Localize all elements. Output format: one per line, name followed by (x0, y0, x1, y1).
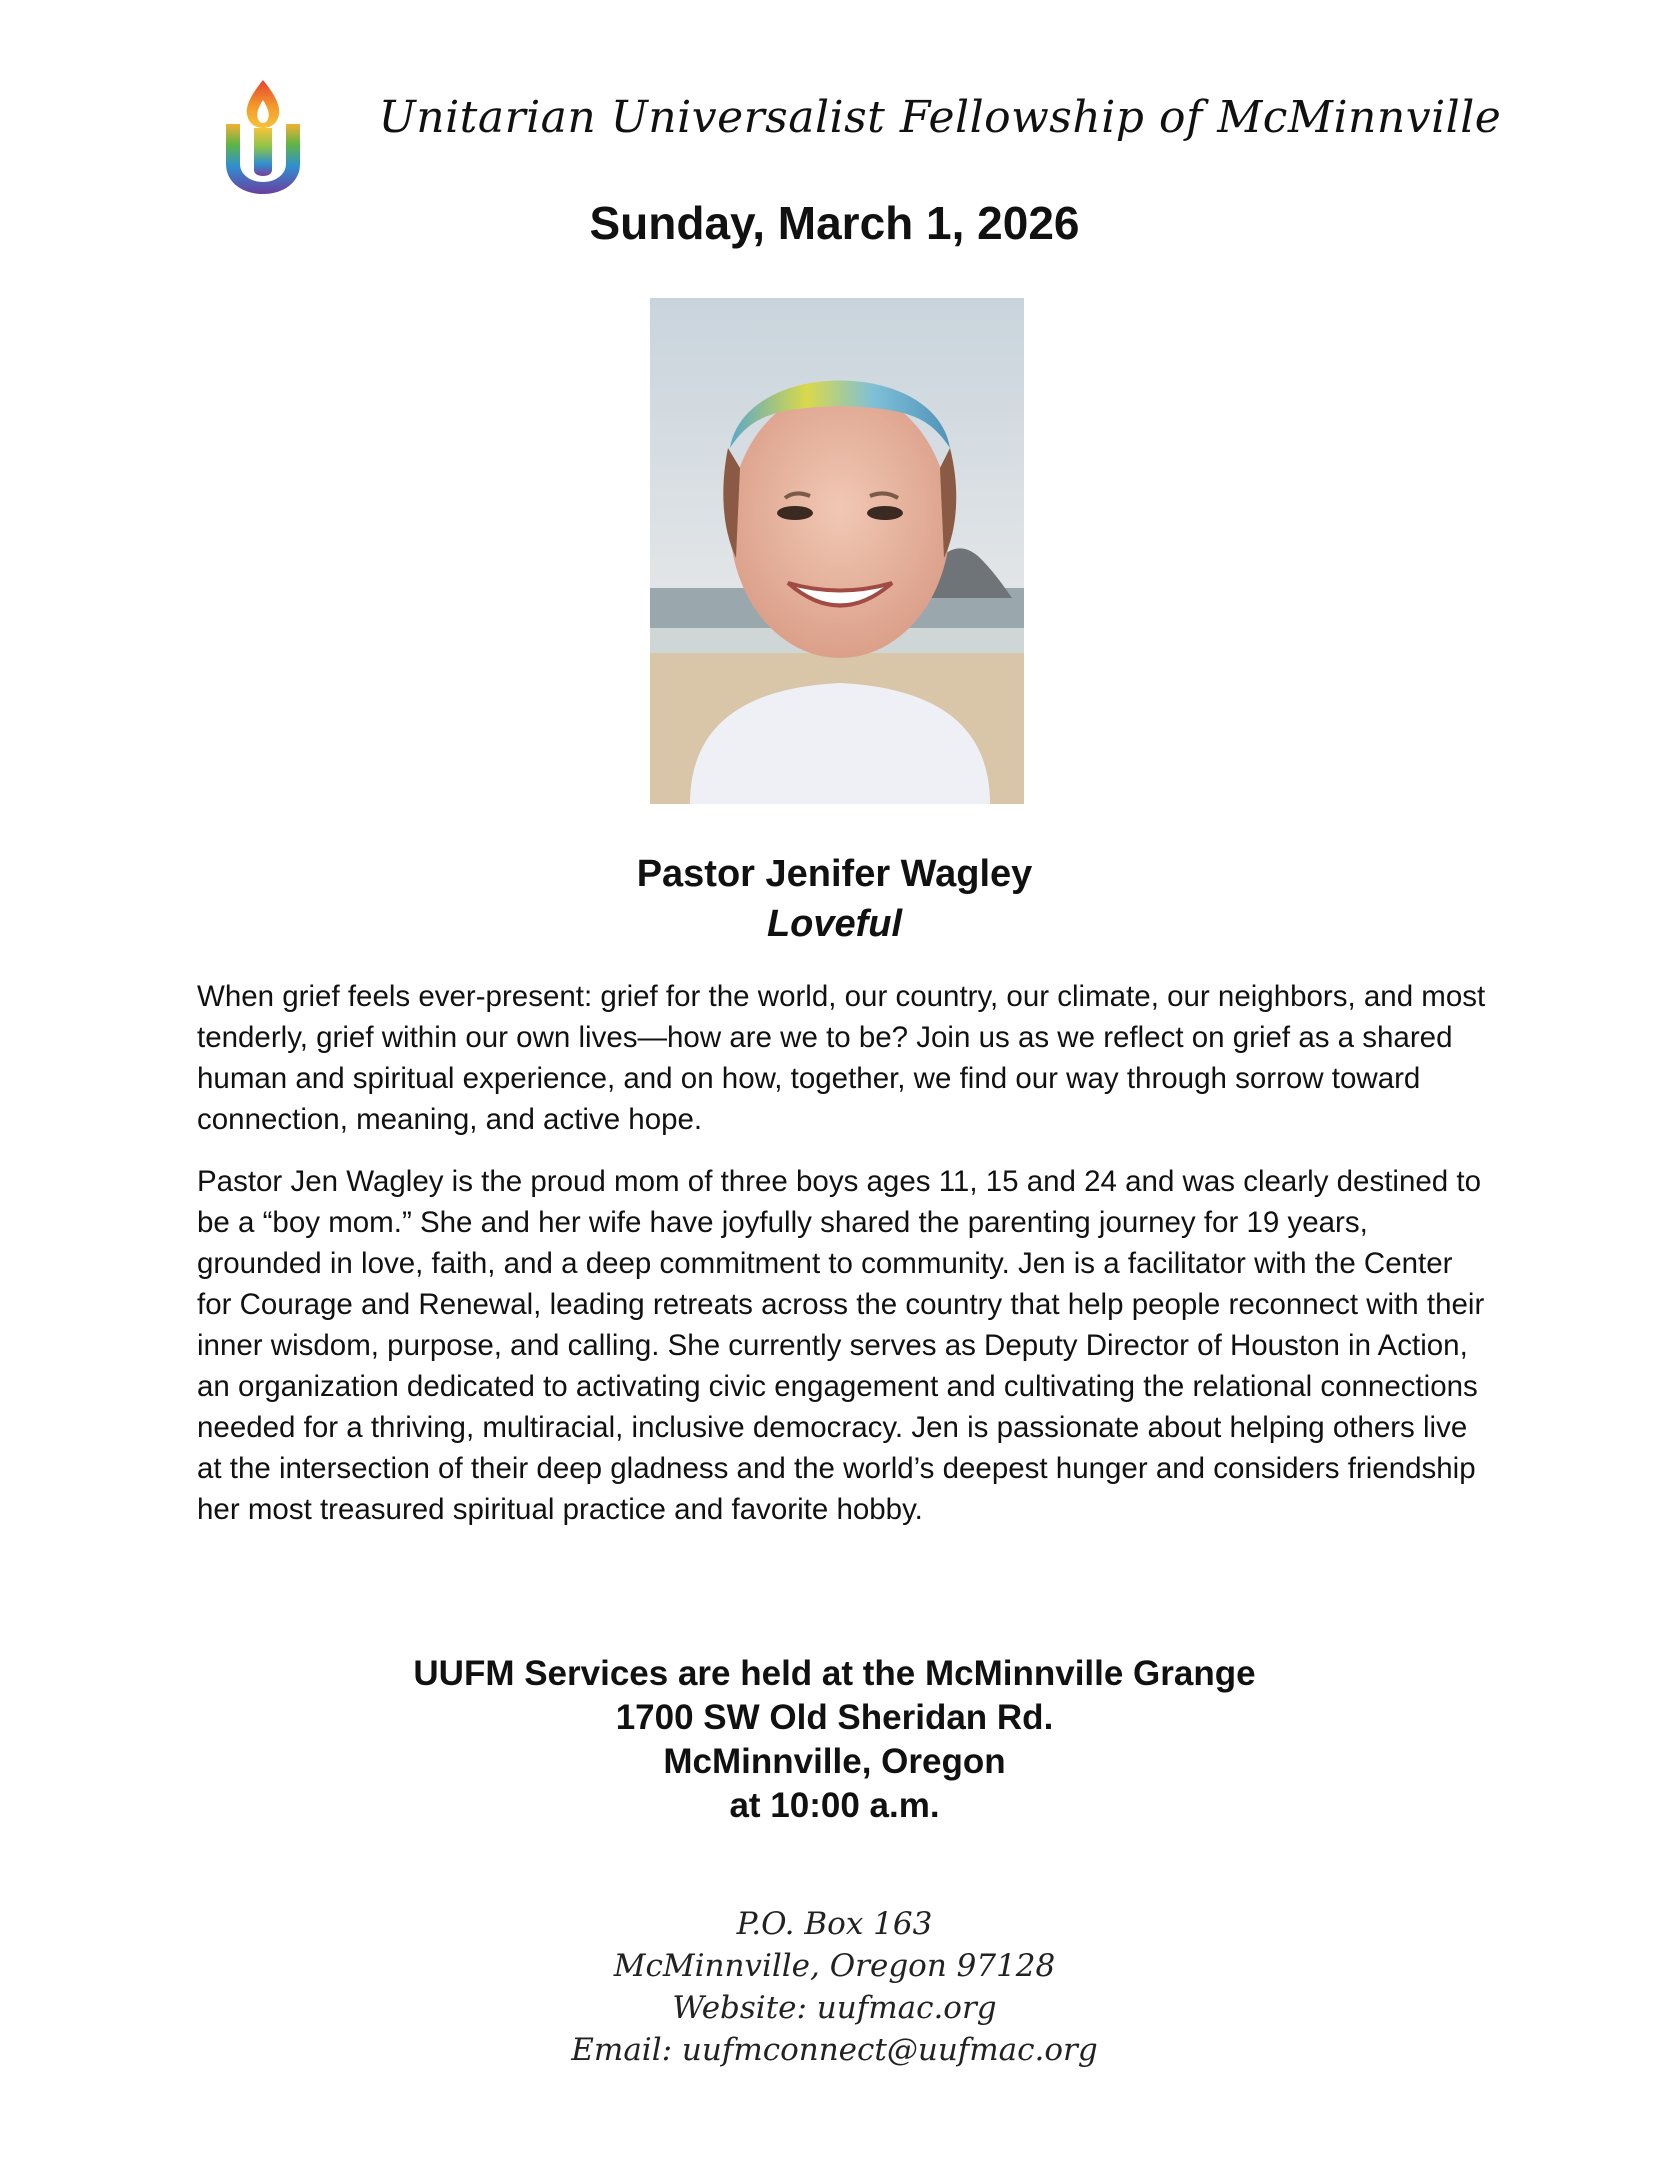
organization-name: Unitarian Universalist Fellowship of McMinnville (378, 92, 1502, 143)
speaker-name: Pastor Jenifer Wagley (636, 853, 1033, 895)
uu-flaming-chalice-icon (218, 78, 308, 196)
sermon-description: When grief feels ever-present: grief for the world, our country, our climate, our neighbors, and most tenderly, grief within our own lives—how are we to be? Join us as we reflect on grief as a shared human and spiritual experience, and on how, together, we find our way through sorrow toward connection, meaning, and active hope. (197, 980, 1486, 1136)
po-box: P.O. Box 163 (736, 1906, 933, 1942)
sermon-title: Loveful (766, 903, 903, 945)
venue-address: 1700 SW Old Sheridan Rd. (615, 1698, 1054, 1737)
speaker-bio: Pastor Jen Wagley is the proud mom of three boys ages 11, 15 and 24 and was clearly destined to be a “boy mom.” She and her wife have joyfully shared the parenting journey for 19 years, grounded in love, faith, and a deep commitment to community. Jen is a facilitator with the Center for Courage and Renewal, leading retreats across the country that help people reconnect with their inner wisdom, purpose, and calling. She currently serves as Deputy Director of Houston in Action, an organization dedicated to activating civic engagement and cultivating the relational connections needed for a thriving, multiracial, inclusive democracy. Jen is passionate about helping others live at the intersection of their deep gladness and the world’s deepest hunger and considers friendship her most treasured spiritual practice and favorite hobby. (197, 1165, 1485, 1526)
service-date: Sunday, March 1, 2026 (589, 197, 1080, 249)
city-zip: McMinnville, Oregon 97128 (613, 1948, 1056, 1984)
venue-city: McMinnville, Oregon (663, 1742, 1006, 1781)
service-time: at 10:00 a.m. (729, 1786, 940, 1825)
email: Email: uufmconnect@uufmac.org (571, 2032, 1098, 2068)
contact-info (0, 1903, 1669, 2071)
venue-info (0, 1652, 1669, 1828)
website: Website: uufmac.org (672, 1990, 997, 2026)
speaker-portrait-photo (650, 298, 1024, 804)
venue-line: UUFM Services are held at the McMinnville Grange (413, 1654, 1256, 1693)
